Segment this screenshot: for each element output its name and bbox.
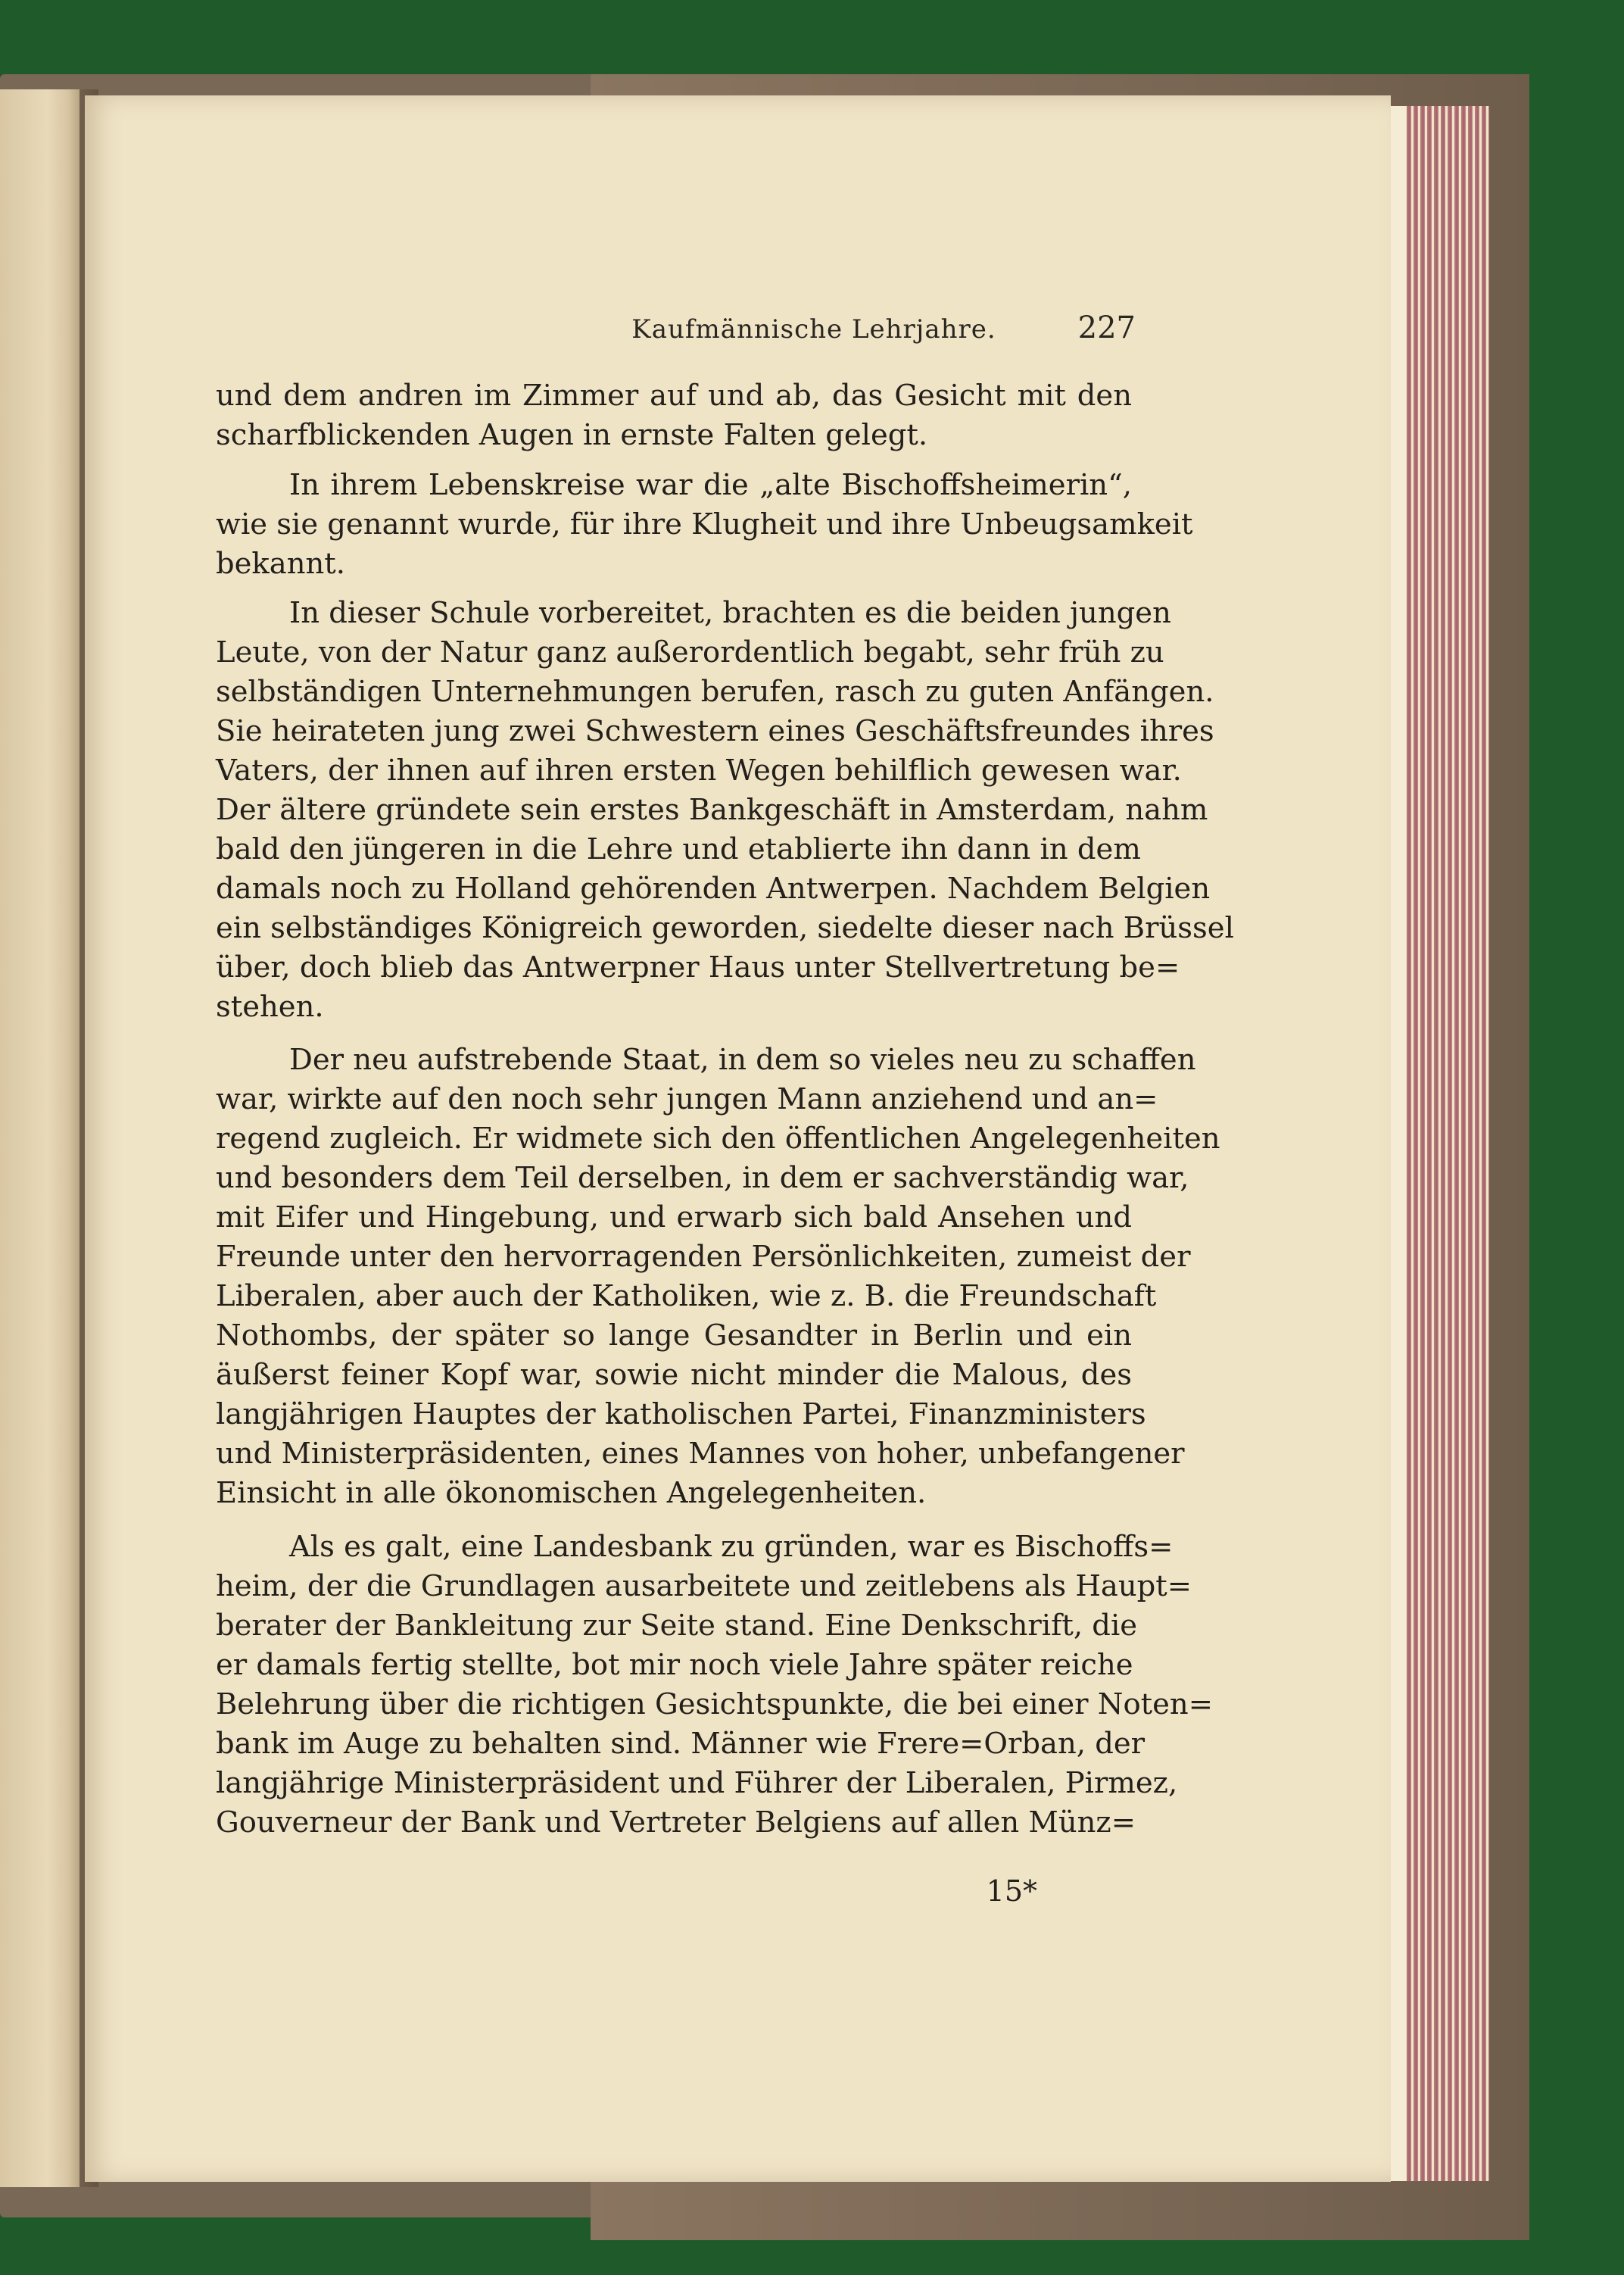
text-line: heim, der die Grundlagen ausarbeitete und zeitlebens als Haupt= (216, 1569, 1192, 1603)
text-line: Vaters, der ihnen auf ihren ersten Wegen behilflich gewesen war. (216, 754, 1182, 788)
page-number: 227 (1077, 311, 1136, 345)
text-line: ein selbständiges Königreich geworden, siedelte dieser nach Brüssel (216, 911, 1234, 945)
text-line: mit Eifer und Hingebung, und erwarb sich bald Ansehen und (216, 1200, 1132, 1234)
text-line: Freunde unter den hervorragenden Persönlichkeiten, zumeist der (216, 1240, 1191, 1274)
text-line: langjährigen Hauptes der katholischen Partei, Finanzministers (216, 1397, 1146, 1431)
text-line: Der ältere gründete sein erstes Bankgeschäft in Amsterdam, nahm (216, 793, 1208, 827)
text-line: selbständigen Unternehmungen berufen, rasch zu guten Anfängen. (216, 675, 1214, 709)
text-line: Als es galt, eine Landesbank zu gründen, war es Bischoffs= (289, 1530, 1174, 1564)
text-line: und dem andren im Zimmer auf und ab, das Gesicht mit den (216, 379, 1132, 413)
text-line: wie sie genannt wurde, für ihre Klugheit und ihre Unbeugsamkeit (216, 507, 1193, 541)
text-line: bekannt. (216, 547, 346, 581)
text-line: damals noch zu Holland gehörenden Antwerpen. Nachdem Belgien (216, 872, 1211, 906)
text-line: Einsicht in alle ökonomischen Angelegenheiten. (216, 1476, 927, 1510)
text-line: Sie heirateten jung zwei Schwestern eines Geschäftsfreundes ihres (216, 714, 1214, 748)
text-line: berater der Bankleitung zur Seite stand. Eine Denkschrift, die (216, 1609, 1138, 1643)
text-line: und Ministerpräsidenten, eines Mannes von hoher, unbefangener (216, 1437, 1185, 1471)
page-edge-highlight (1391, 106, 1406, 2181)
text-line: In ihrem Lebenskreise war die „alte Bischoffsheimerin“, (289, 468, 1132, 502)
text-line: war, wirkte auf den noch sehr jungen Mann anziehend und an= (216, 1082, 1158, 1116)
text-line: regend zugleich. Er widmete sich den öffentlichen Angelegenheiten (216, 1122, 1220, 1156)
text-line: Belehrung über die richtigen Gesichtspunkte, die bei einer Noten= (216, 1687, 1213, 1721)
text-line: und besonders dem Teil derselben, in dem er sachverständig war, (216, 1161, 1189, 1195)
text-line: In dieser Schule vorbereitet, brachten es die beiden jungen (289, 596, 1171, 630)
text-line: äußerst feiner Kopf war, sowie nicht minder die Malous, des (216, 1358, 1132, 1392)
text-line: Leute, von der Natur ganz außerordentlich begabt, sehr früh zu (216, 635, 1164, 669)
text-line: scharfblickenden Augen in ernste Falten gelegt. (216, 418, 928, 452)
text-line: Liberalen, aber auch der Katholiken, wie z. B. die Freundschaft (216, 1279, 1157, 1313)
text-line: über, doch blieb das Antwerpner Haus unter Stellvertretung be= (216, 950, 1180, 985)
text-line: stehen. (216, 990, 324, 1024)
text-line: Gouverneur der Bank und Vertreter Belgiens auf allen Münz= (216, 1805, 1136, 1840)
text-line: bald den jüngeren in die Lehre und etablierte ihn dann in dem (216, 832, 1141, 866)
text-line: langjährige Ministerpräsident und Führer der Liberalen, Pirmez, (216, 1766, 1178, 1800)
running-header: Kaufmännische Lehrjahre. (631, 314, 996, 345)
text-line: Nothombs, der später so lange Gesandter in Berlin und ein (216, 1319, 1132, 1353)
signature-mark: 15* (986, 1874, 1037, 1908)
text-line: Der neu aufstrebende Staat, in dem so vieles neu zu schaffen (289, 1043, 1196, 1077)
text-line: bank im Auge zu behalten sind. Männer wie Frere=Orban, der (216, 1727, 1146, 1761)
text-line: er damals fertig stellte, bot mir noch viele Jahre später reiche (216, 1648, 1133, 1682)
